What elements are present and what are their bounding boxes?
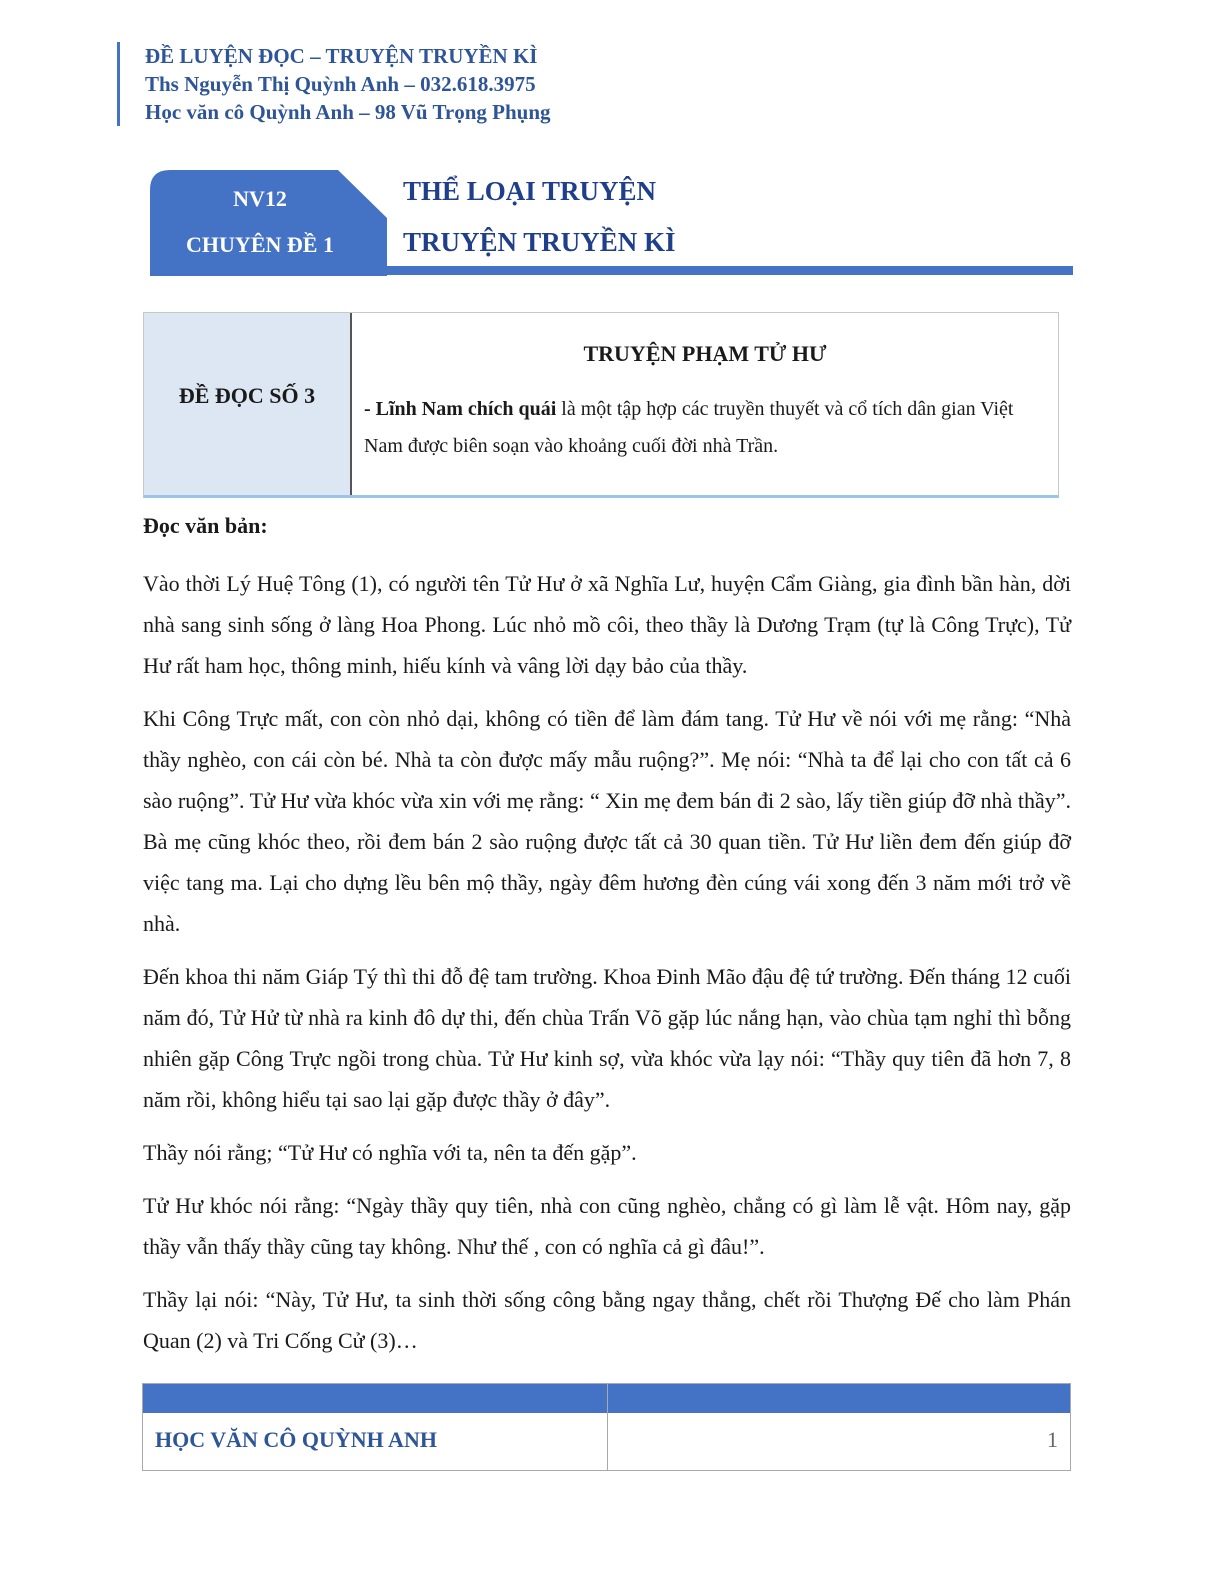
header-line-author: Ths Nguyễn Thị Quỳnh Anh – 032.618.3975	[145, 72, 536, 96]
paragraph: Đến khoa thi năm Giáp Tý thì thi đỗ đệ tam trường. Khoa Đinh Mão đậu đệ tứ trường. Đến tháng 12 cuối năm đó, Tử Hử từ nhà ra kinh đô dự thi, đến chùa Trấn Võ gặp lúc nắng hạn, vào chùa tạm nghỉ thì bỗng nhiên gặp Công Trực ngồi trong chùa. Tử Hư kinh sợ, vừa khóc vừa lạy nói: “Thầy quy tiên đã hơn 7, 8 năm rồi, không hiểu tại sao lại gặp được thầy ở đây”.	[143, 964, 1071, 1112]
paragraph: Tử Hư khóc nói rằng: “Ngày thầy quy tiên, nhà con cũng nghèo, chẳng có gì làm lễ vật. Hôm nay, gặp thầy vẫn thấy thầy cũng tay không. Như thế , con có nghĩa cả gì đâu!”.	[143, 1193, 1071, 1259]
banner-tab-course: NV12	[233, 186, 287, 211]
exercise-label: ĐỀ ĐỌC SỐ 3	[178, 383, 316, 408]
story-title: TRUYỆN PHẠM TỬ HƯ	[583, 341, 827, 366]
banner-title-genre: THỂ LOẠI TRUYỆN	[403, 176, 657, 206]
exercise-intro-box	[143, 312, 1059, 498]
story-source-name: - Lĩnh Nam chích quái	[364, 398, 557, 420]
header-line-address: Học văn cô Quỳnh Anh – 98 Vũ Trọng Phụng	[145, 100, 551, 124]
footer-divider	[607, 1384, 608, 1470]
reading-label: Đọc văn bản:	[143, 513, 268, 538]
paragraph: Thầy nói rằng; “Tử Hư có nghĩa với ta, nên ta đến gặp”.	[143, 1140, 637, 1165]
paragraph: Khi Công Trực mất, con còn nhỏ dại, không có tiền để làm đám tang. Tử Hư về nói với mẹ rằng: “Nhà thầy nghèo, con cái còn bé. Nhà ta còn được mấy mẫu ruộng?”. Mẹ nói: “Nhà ta để lại cho con tất cả 6 sào ruộng”. Tử Hư vừa khóc vừa xin với mẹ rằng: “ Xin mẹ đem bán đi 2 sào, lấy tiền giúp đỡ nhà thầy”. Bà mẹ cũng khóc theo, rồi đem bán 2 sào ruộng được tất cả 30 quan tiền. Tử Hư liền đem đến giúp đỡ việc tang ma. Lại cho dựng lều bên mộ thầy, ngày đêm hương đèn cúng vái xong đến 3 năm mới trở về nhà.	[143, 706, 1071, 936]
exercise-label-cell	[144, 313, 352, 495]
paragraph: Thầy lại nói: “Này, Tử Hư, ta sinh thời sống công bằng ngay thẳng, chết rồi Thượng Đế cho làm Phán Quan (2) và Tri Cống Cử (3)…	[143, 1287, 1071, 1353]
footer-brand: HỌC VĂN CÔ QUỲNH ANH	[155, 1427, 437, 1452]
story-description	[364, 391, 1054, 465]
banner-tab-topic: CHUYÊN ĐỀ 1	[186, 232, 334, 257]
header-line-title: ĐỀ LUYỆN ĐỌC – TRUYỆN TRUYỀN KÌ	[145, 44, 538, 68]
banner-title-subgenre: TRUYỆN TRUYỀN KÌ	[403, 227, 676, 257]
page-footer	[142, 1383, 1071, 1471]
page-number: 1	[1047, 1427, 1058, 1452]
document-header	[117, 42, 551, 126]
banner-underline	[150, 266, 1073, 275]
story-source-desc: là một tập hợp các truyền thuyết và cổ tích dân gian Việt Nam được biên soạn vào khoảng cuối đời nhà Trần.	[364, 398, 1014, 457]
chapter-banner	[150, 170, 1073, 276]
exercise-info-cell	[352, 313, 1058, 495]
reading-text	[143, 505, 1071, 1373]
paragraph: Vào thời Lý Huệ Tông (1), có người tên Tử Hư ở xã Nghĩa Lư, huyện Cẩm Giàng, gia đình bần hàn, dời nhà sang sinh sống ở làng Hoa Phong. Lúc nhỏ mồ côi, theo thầy là Dương Trạm (tự là Công Trực), Tử Hư rất ham học, thông minh, hiếu kính và vâng lời dạy bảo của thầy.	[143, 571, 1071, 678]
